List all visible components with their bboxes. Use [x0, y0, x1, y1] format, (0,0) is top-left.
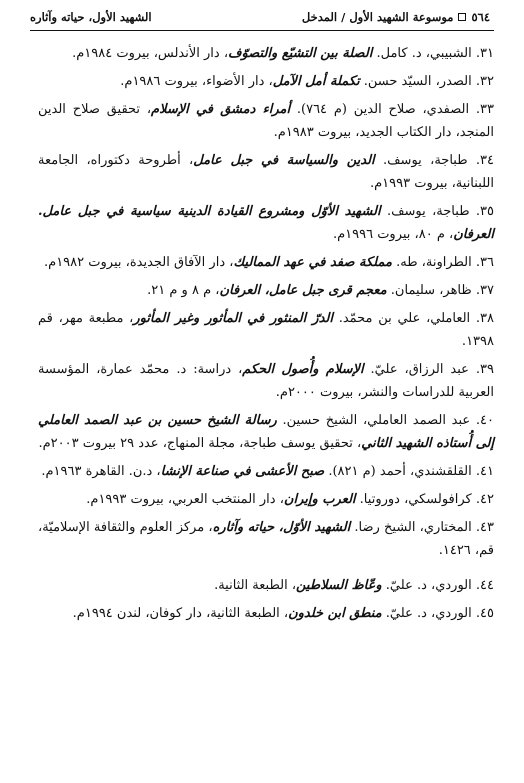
- entry-number: ٣٩.: [475, 362, 494, 377]
- entry-number: ٣٢.: [475, 74, 494, 89]
- entry-number: ٤٤.: [475, 578, 494, 593]
- entry-title: مملكة صفد في عهد المماليك: [233, 255, 392, 270]
- entry-author: العاملي، علي بن محمّد.: [332, 311, 471, 326]
- bibliography-entry: [38, 307, 494, 353]
- entry-details: ، الطبعة الثانية، دار كوفان، لندن ١٩٩٤م.: [72, 606, 289, 621]
- entry-author: عبد الرزاق، عليّ.: [363, 362, 469, 377]
- entry-details: ، أطروحة دكتوراه، الجامعة اللبنانية، بيروت ١٩٩٣م.: [38, 153, 494, 191]
- entry-author: المختاري، الشيخ رضا.: [350, 520, 472, 535]
- entry-title: أمراء دمشق في الإسلام: [151, 102, 291, 117]
- entry-title: منطق ابن خلدون: [288, 606, 382, 621]
- entry-details: ، م ٨ و م ٢١.: [147, 283, 220, 298]
- bibliography-entry: [38, 42, 494, 65]
- entry-number: ٣٧.: [475, 283, 494, 298]
- entry-number: ٤٢.: [475, 492, 494, 507]
- square-ornament-icon: [458, 13, 466, 21]
- entry-title: العرب وإيران: [283, 492, 356, 507]
- series-title: موسوعة الشهيد الأول / المدخل: [301, 10, 454, 24]
- entry-title: وعّاظ السلاطين: [296, 578, 382, 593]
- entry-title: رسالة الشيخ حسين بن عبد الصمد العاملي إلى أُستاذه الشهيد الثاني: [38, 413, 494, 451]
- bibliography-entry: [38, 200, 494, 246]
- entry-author: الوردي، د. عليّ.: [381, 578, 472, 593]
- entry-number: ٣٦.: [475, 255, 494, 270]
- entry-details: ، دراسة: د. محمّد عمارة، المؤسسة العربية للدراسات والنشر، بيروت ٢٠٠٠م.: [38, 362, 494, 400]
- bibliography-entry: [38, 358, 494, 404]
- entry-details: ، تحقيق صلاح الدين المنجد، دار الكتاب الجديد، بيروت ١٩٨٣م.: [38, 102, 494, 140]
- entry-number: ٤٥.: [475, 606, 494, 621]
- entry-number: ٤٣.: [475, 520, 494, 535]
- bibliography-entry: [38, 460, 494, 483]
- entry-details: ، دار المنتخب العربي، بيروت ١٩٩٣م.: [86, 492, 284, 507]
- entry-number: ٣١.: [475, 46, 494, 61]
- bibliography-entry: [38, 409, 494, 455]
- entry-title: الدرّ المنثور في المأثور وغير المأثور: [133, 311, 333, 326]
- entry-author: القلقشندي، أحمد (م ٨٢١).: [324, 464, 472, 479]
- entry-title: الشهيد الأوّل ومشروع القيادة الدينية سياسية في جبل عامل. العرفان: [38, 204, 494, 242]
- entry-number: ٣٥.: [475, 204, 495, 219]
- entry-details: ، دار الآفاق الجديدة، بيروت ١٩٨٢م.: [44, 255, 234, 270]
- entry-details: ، مطبعة مهر، قم ١٣٩٨.: [38, 311, 494, 349]
- entry-author: الصدر، السيّد حسن.: [359, 74, 472, 89]
- entry-author: طباجة، يوسف.: [374, 153, 468, 168]
- entry-author: الطراونة، طه.: [391, 255, 472, 270]
- entry-details: ، د.ن. القاهرة ١٩٦٣م.: [41, 464, 161, 479]
- entry-number: ٣٨.: [475, 311, 494, 326]
- entry-number: ٣٣.: [475, 102, 495, 117]
- page-number: ٥٦٤: [471, 10, 490, 24]
- entry-author: الوردي، د. عليّ.: [381, 606, 472, 621]
- entry-number: ٤٠.: [475, 413, 494, 428]
- running-head-right: [302, 10, 490, 24]
- entry-author: الصفدي، صلاح الدين (م ٧٦٤).: [290, 102, 470, 117]
- entry-title: الدين والسياسة في جبل عامل: [193, 153, 375, 168]
- entry-author: الشبيبي، د. كامل.: [372, 46, 472, 61]
- entry-details: ، دار الأندلس، بيروت ١٩٨٤م.: [72, 46, 229, 61]
- book-title: الشهيد الأول، حياته وآثاره: [30, 10, 152, 24]
- entry-title: معجم قرى جبل عامل، العرفان: [219, 283, 387, 298]
- entry-details: ، مركز العلوم والثقافة الإسلاميّة، قم، ١٤٢٦.: [38, 520, 494, 558]
- entry-details: ، م ٨٠، بيروت ١٩٩٦م.: [332, 227, 454, 242]
- entry-author: ظاهر، سليمان.: [386, 283, 472, 298]
- entry-author: طباجة، يوسف.: [380, 204, 470, 219]
- bibliography-entry: [38, 488, 494, 511]
- entry-number: ٤١.: [475, 464, 494, 479]
- entry-details: ، الطبعة الثانية.: [214, 578, 297, 593]
- bibliography-entry: [38, 516, 494, 562]
- entry-title: الصلة بين التشيّع والتصوّف: [228, 46, 373, 61]
- bibliography-entry: [38, 251, 494, 274]
- entry-title: الشهيد الأوّل، حياته وآثاره: [212, 520, 351, 535]
- bibliography-entry: [38, 149, 494, 195]
- bibliography-entry: [38, 602, 494, 625]
- entry-title: صبح الأعشى في صناعة الإنشا: [160, 464, 325, 479]
- entry-title: الإسلام وأُصول الحكم: [242, 362, 364, 377]
- bibliography-entry: [38, 70, 494, 93]
- bibliography-entry: [38, 279, 494, 302]
- entry-title: تكملة أمل الآمل: [272, 74, 360, 89]
- bibliography-entry: [38, 98, 494, 144]
- bibliography-list: [38, 42, 494, 630]
- entry-number: ٣٤.: [475, 153, 495, 168]
- bibliography-entry: [38, 574, 494, 597]
- entry-author: كرافولسكي، دوروتيا.: [355, 492, 472, 507]
- entry-author: عبد الصمد العاملي، الشيخ حسين.: [276, 413, 471, 428]
- header-divider: [30, 30, 494, 31]
- entry-details: ، دار الأضواء، بيروت ١٩٨٦م.: [120, 74, 273, 89]
- entry-details: ، تحقيق يوسف طباجة، مجلة المنهاج، عدد ٢٩ بيروت ٢٠٠٣م.: [38, 436, 362, 451]
- running-head: [30, 6, 490, 28]
